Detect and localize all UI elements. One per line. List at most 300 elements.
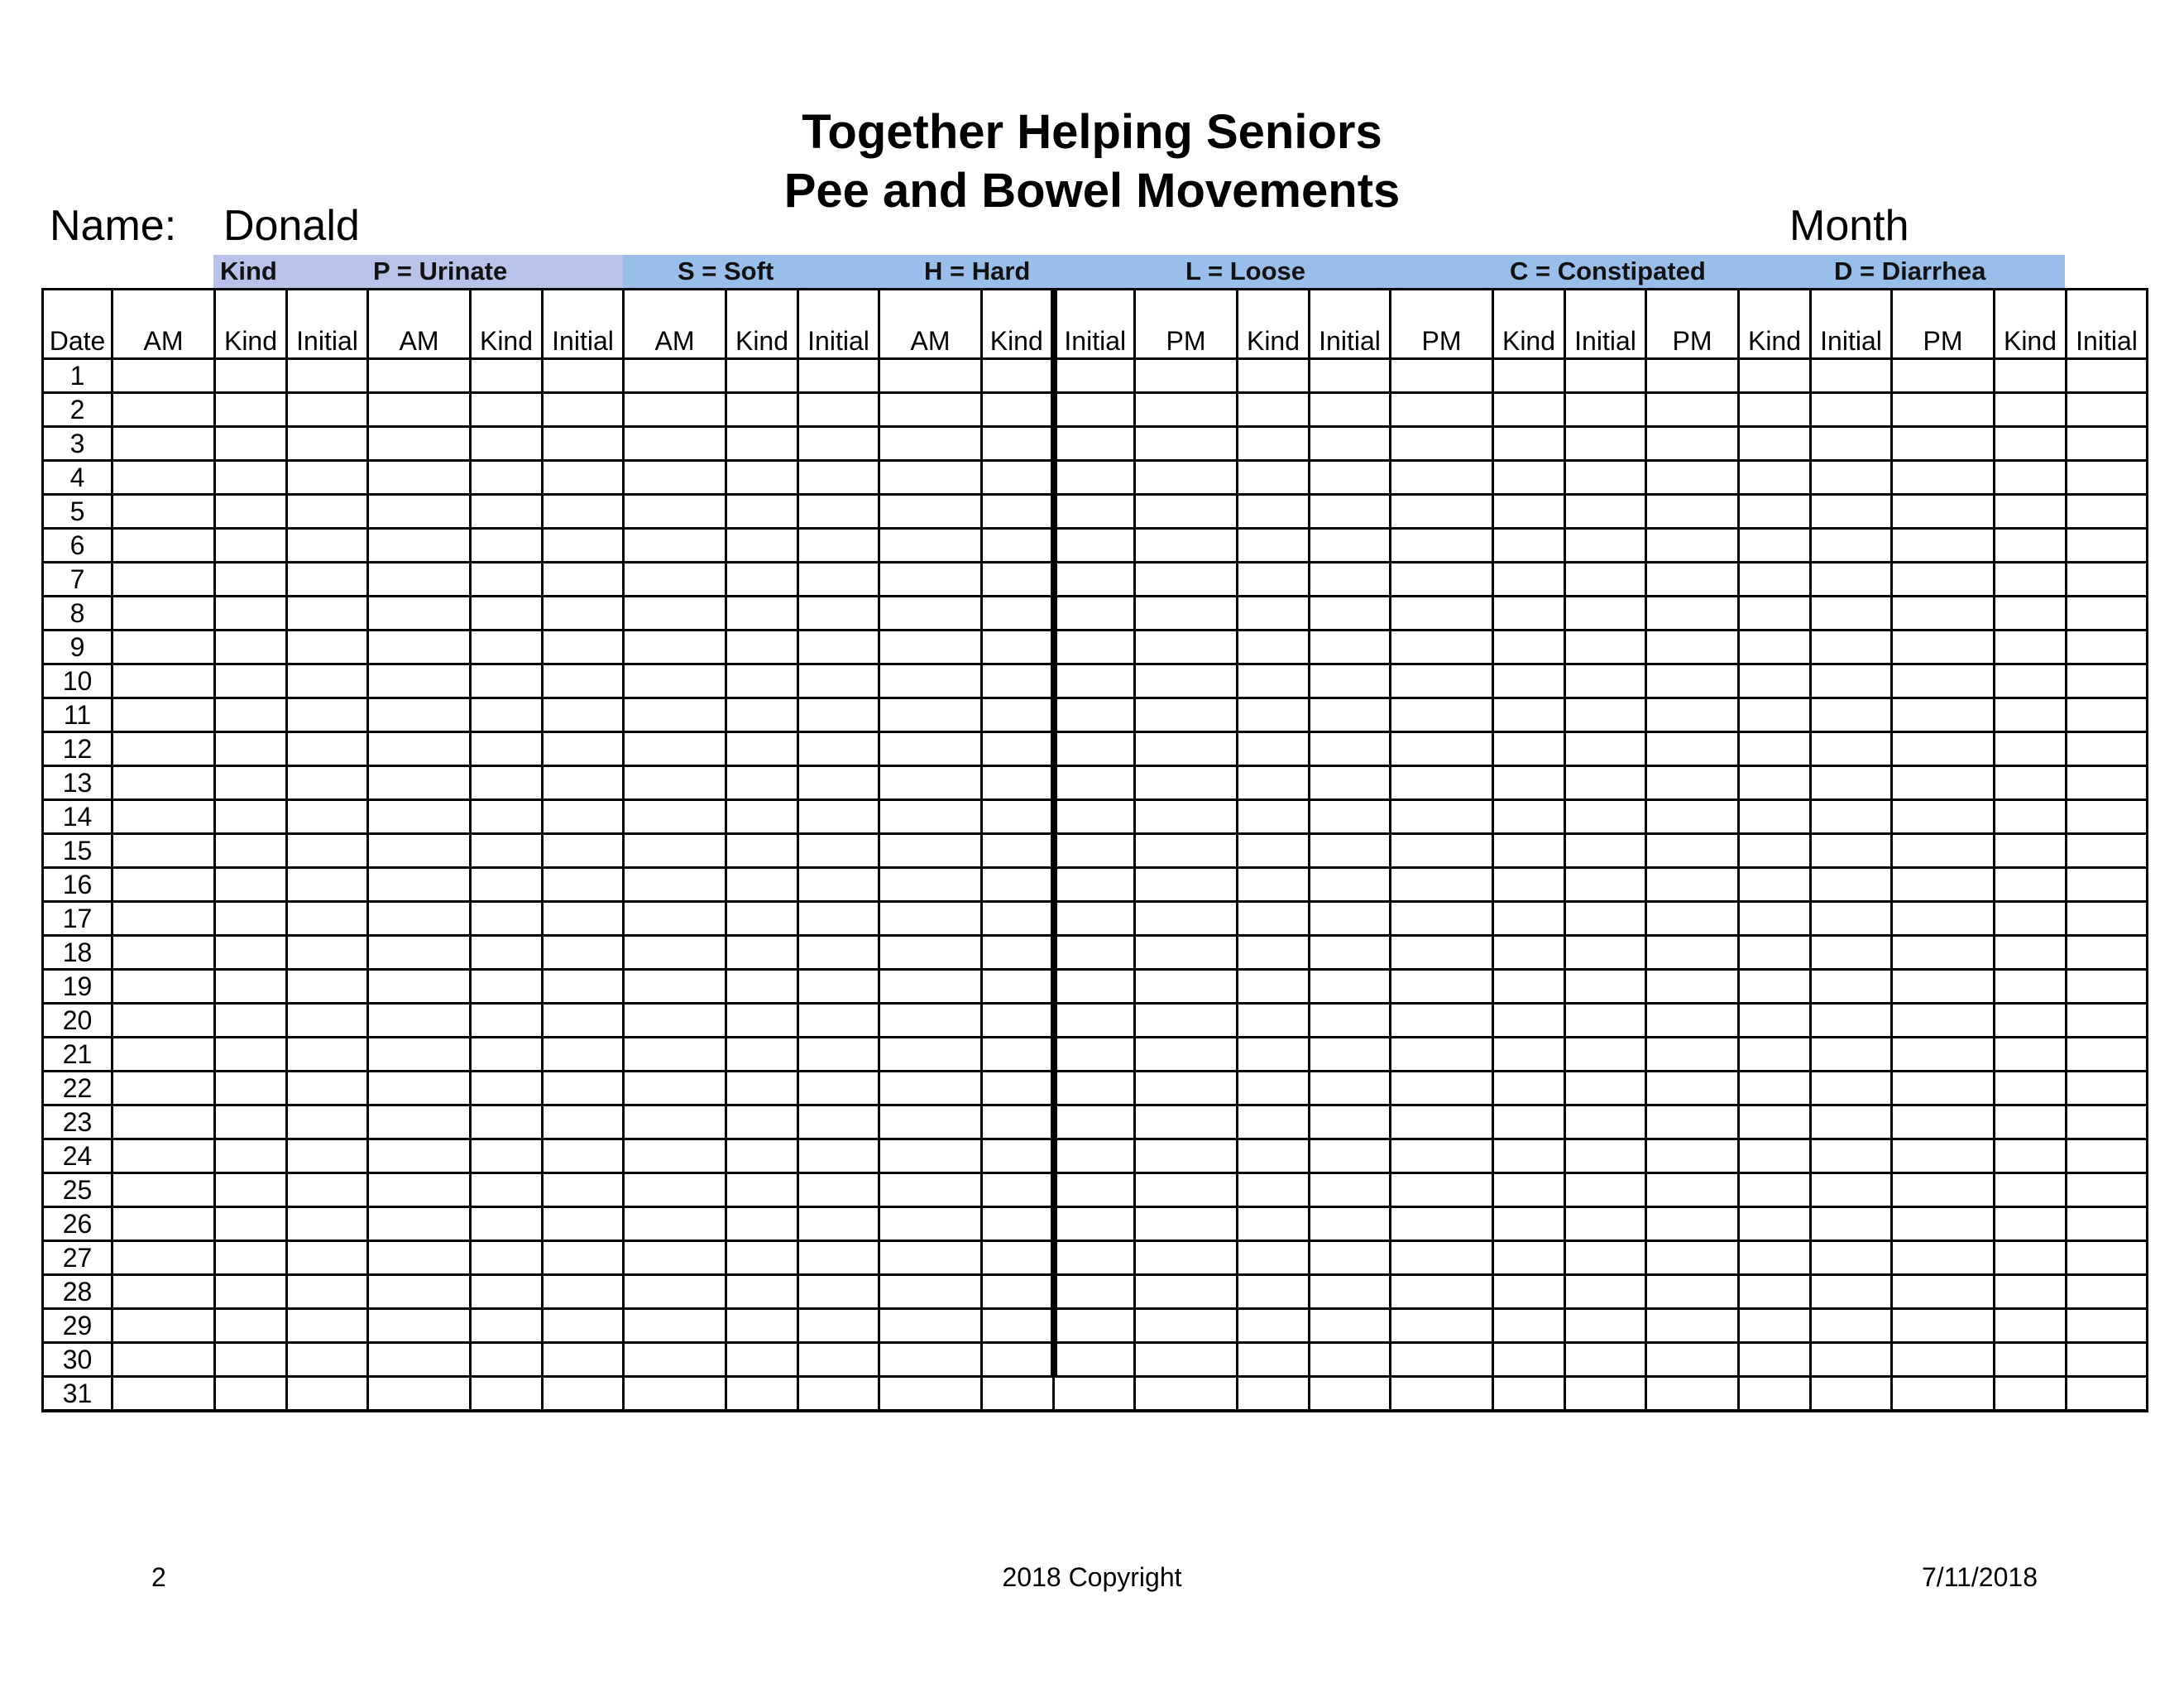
entry-cell[interactable] bbox=[113, 902, 215, 936]
entry-cell[interactable] bbox=[726, 732, 798, 766]
entry-cell[interactable] bbox=[1391, 766, 1493, 800]
entry-cell[interactable] bbox=[1646, 868, 1739, 902]
entry-cell[interactable] bbox=[879, 563, 982, 597]
entry-cell[interactable] bbox=[1391, 834, 1493, 868]
entry-cell[interactable] bbox=[1310, 698, 1391, 732]
entry-cell[interactable] bbox=[879, 800, 982, 834]
entry-cell[interactable] bbox=[215, 970, 287, 1004]
entry-cell[interactable] bbox=[1739, 563, 1811, 597]
entry-cell[interactable] bbox=[879, 1241, 982, 1275]
entry-cell[interactable] bbox=[287, 800, 368, 834]
entry-cell[interactable] bbox=[1892, 1173, 1995, 1207]
entry-cell[interactable] bbox=[879, 1173, 982, 1207]
entry-cell[interactable] bbox=[1565, 1105, 1646, 1139]
entry-cell[interactable] bbox=[726, 597, 798, 631]
entry-cell[interactable] bbox=[1391, 1275, 1493, 1309]
entry-cell[interactable] bbox=[1646, 698, 1739, 732]
entry-cell[interactable] bbox=[1493, 1173, 1565, 1207]
entry-cell[interactable] bbox=[1391, 1343, 1493, 1377]
entry-cell[interactable] bbox=[879, 1139, 982, 1173]
entry-cell[interactable] bbox=[113, 359, 215, 393]
entry-cell[interactable] bbox=[1391, 1241, 1493, 1275]
entry-cell[interactable] bbox=[1995, 1207, 2067, 1241]
entry-cell[interactable] bbox=[215, 359, 287, 393]
entry-cell[interactable] bbox=[1135, 766, 1238, 800]
entry-cell[interactable] bbox=[1995, 970, 2067, 1004]
entry-cell[interactable] bbox=[1493, 732, 1565, 766]
entry-cell[interactable] bbox=[1995, 1377, 2067, 1412]
entry-cell[interactable] bbox=[1238, 834, 1310, 868]
entry-cell[interactable] bbox=[1646, 1377, 1739, 1412]
entry-cell[interactable] bbox=[1238, 393, 1310, 427]
entry-cell[interactable] bbox=[113, 868, 215, 902]
entry-cell[interactable] bbox=[1811, 1241, 1892, 1275]
entry-cell[interactable] bbox=[471, 732, 543, 766]
entry-cell[interactable] bbox=[1565, 1343, 1646, 1377]
entry-cell[interactable] bbox=[543, 597, 624, 631]
entry-cell[interactable] bbox=[879, 461, 982, 495]
entry-cell[interactable] bbox=[471, 1377, 543, 1412]
entry-cell[interactable] bbox=[1310, 1275, 1391, 1309]
entry-cell[interactable] bbox=[1565, 868, 1646, 902]
entry-cell[interactable] bbox=[2067, 393, 2148, 427]
entry-cell[interactable] bbox=[2067, 698, 2148, 732]
entry-cell[interactable] bbox=[543, 664, 624, 698]
entry-cell[interactable] bbox=[879, 1275, 982, 1309]
entry-cell[interactable] bbox=[1739, 1139, 1811, 1173]
entry-cell[interactable] bbox=[1739, 393, 1811, 427]
entry-cell[interactable] bbox=[798, 563, 879, 597]
entry-cell[interactable] bbox=[726, 461, 798, 495]
entry-cell[interactable] bbox=[1811, 800, 1892, 834]
entry-cell[interactable] bbox=[726, 529, 798, 563]
entry-cell[interactable] bbox=[1892, 359, 1995, 393]
entry-cell[interactable] bbox=[879, 970, 982, 1004]
entry-cell[interactable] bbox=[1135, 359, 1238, 393]
entry-cell[interactable] bbox=[1391, 1173, 1493, 1207]
entry-cell[interactable] bbox=[1892, 1377, 1995, 1412]
entry-cell[interactable] bbox=[1565, 1004, 1646, 1038]
entry-cell[interactable] bbox=[1892, 970, 1995, 1004]
entry-cell[interactable] bbox=[1135, 732, 1238, 766]
entry-cell[interactable] bbox=[215, 1173, 287, 1207]
entry-cell[interactable] bbox=[982, 1038, 1054, 1072]
entry-cell[interactable] bbox=[1238, 495, 1310, 529]
entry-cell[interactable] bbox=[1646, 970, 1739, 1004]
entry-cell[interactable] bbox=[368, 902, 471, 936]
entry-cell[interactable] bbox=[215, 1004, 287, 1038]
entry-cell[interactable] bbox=[543, 1309, 624, 1343]
entry-cell[interactable] bbox=[1310, 766, 1391, 800]
entry-cell[interactable] bbox=[1811, 427, 1892, 461]
entry-cell[interactable] bbox=[215, 732, 287, 766]
entry-cell[interactable] bbox=[1565, 427, 1646, 461]
entry-cell[interactable] bbox=[1238, 868, 1310, 902]
entry-cell[interactable] bbox=[1892, 1004, 1995, 1038]
entry-cell[interactable] bbox=[1739, 936, 1811, 970]
entry-cell[interactable] bbox=[879, 393, 982, 427]
entry-cell[interactable] bbox=[1892, 1309, 1995, 1343]
entry-cell[interactable] bbox=[368, 1038, 471, 1072]
entry-cell[interactable] bbox=[1493, 1072, 1565, 1105]
entry-cell[interactable] bbox=[1995, 1241, 2067, 1275]
entry-cell[interactable] bbox=[215, 1241, 287, 1275]
entry-cell[interactable] bbox=[1646, 1309, 1739, 1343]
entry-cell[interactable] bbox=[1493, 631, 1565, 664]
entry-cell[interactable] bbox=[798, 359, 879, 393]
entry-cell[interactable] bbox=[1739, 664, 1811, 698]
entry-cell[interactable] bbox=[1391, 631, 1493, 664]
entry-cell[interactable] bbox=[1493, 359, 1565, 393]
entry-cell[interactable] bbox=[1054, 461, 1135, 495]
entry-cell[interactable] bbox=[624, 1207, 726, 1241]
entry-cell[interactable] bbox=[726, 427, 798, 461]
entry-cell[interactable] bbox=[287, 597, 368, 631]
entry-cell[interactable] bbox=[982, 1377, 1054, 1412]
entry-cell[interactable] bbox=[1054, 834, 1135, 868]
entry-cell[interactable] bbox=[879, 664, 982, 698]
entry-cell[interactable] bbox=[1995, 1343, 2067, 1377]
entry-cell[interactable] bbox=[471, 902, 543, 936]
entry-cell[interactable] bbox=[287, 529, 368, 563]
entry-cell[interactable] bbox=[726, 1343, 798, 1377]
entry-cell[interactable] bbox=[1493, 698, 1565, 732]
entry-cell[interactable] bbox=[1739, 800, 1811, 834]
entry-cell[interactable] bbox=[543, 732, 624, 766]
entry-cell[interactable] bbox=[1995, 868, 2067, 902]
entry-cell[interactable] bbox=[1811, 1072, 1892, 1105]
entry-cell[interactable] bbox=[1646, 1207, 1739, 1241]
entry-cell[interactable] bbox=[1565, 1377, 1646, 1412]
entry-cell[interactable] bbox=[1238, 631, 1310, 664]
entry-cell[interactable] bbox=[879, 1038, 982, 1072]
entry-cell[interactable] bbox=[1565, 800, 1646, 834]
entry-cell[interactable] bbox=[471, 1072, 543, 1105]
entry-cell[interactable] bbox=[368, 359, 471, 393]
entry-cell[interactable] bbox=[726, 1241, 798, 1275]
entry-cell[interactable] bbox=[215, 529, 287, 563]
entry-cell[interactable] bbox=[798, 461, 879, 495]
entry-cell[interactable] bbox=[1310, 597, 1391, 631]
entry-cell[interactable] bbox=[368, 1241, 471, 1275]
entry-cell[interactable] bbox=[1310, 1072, 1391, 1105]
entry-cell[interactable] bbox=[1054, 698, 1135, 732]
entry-cell[interactable] bbox=[1811, 868, 1892, 902]
entry-cell[interactable] bbox=[287, 495, 368, 529]
entry-cell[interactable] bbox=[2067, 664, 2148, 698]
entry-cell[interactable] bbox=[1493, 1309, 1565, 1343]
entry-cell[interactable] bbox=[982, 393, 1054, 427]
entry-cell[interactable] bbox=[113, 698, 215, 732]
entry-cell[interactable] bbox=[982, 1105, 1054, 1139]
entry-cell[interactable] bbox=[1310, 970, 1391, 1004]
entry-cell[interactable] bbox=[1310, 461, 1391, 495]
entry-cell[interactable] bbox=[1646, 461, 1739, 495]
entry-cell[interactable] bbox=[368, 766, 471, 800]
entry-cell[interactable] bbox=[1310, 868, 1391, 902]
entry-cell[interactable] bbox=[798, 664, 879, 698]
entry-cell[interactable] bbox=[1646, 834, 1739, 868]
entry-cell[interactable] bbox=[1135, 834, 1238, 868]
entry-cell[interactable] bbox=[726, 393, 798, 427]
entry-cell[interactable] bbox=[471, 597, 543, 631]
entry-cell[interactable] bbox=[1054, 1275, 1135, 1309]
entry-cell[interactable] bbox=[1646, 427, 1739, 461]
entry-cell[interactable] bbox=[798, 1343, 879, 1377]
entry-cell[interactable] bbox=[798, 1072, 879, 1105]
entry-cell[interactable] bbox=[543, 1343, 624, 1377]
entry-cell[interactable] bbox=[1238, 800, 1310, 834]
entry-cell[interactable] bbox=[1892, 664, 1995, 698]
entry-cell[interactable] bbox=[1565, 698, 1646, 732]
entry-cell[interactable] bbox=[113, 1139, 215, 1173]
entry-cell[interactable] bbox=[726, 1309, 798, 1343]
entry-cell[interactable] bbox=[879, 1004, 982, 1038]
entry-cell[interactable] bbox=[1135, 1309, 1238, 1343]
entry-cell[interactable] bbox=[1310, 393, 1391, 427]
entry-cell[interactable] bbox=[1391, 1377, 1493, 1412]
entry-cell[interactable] bbox=[1310, 1105, 1391, 1139]
entry-cell[interactable] bbox=[1238, 732, 1310, 766]
entry-cell[interactable] bbox=[1054, 936, 1135, 970]
entry-cell[interactable] bbox=[1135, 1105, 1238, 1139]
entry-cell[interactable] bbox=[543, 698, 624, 732]
entry-cell[interactable] bbox=[624, 936, 726, 970]
entry-cell[interactable] bbox=[1739, 461, 1811, 495]
entry-cell[interactable] bbox=[1565, 766, 1646, 800]
entry-cell[interactable] bbox=[1238, 427, 1310, 461]
entry-cell[interactable] bbox=[1811, 393, 1892, 427]
entry-cell[interactable] bbox=[113, 563, 215, 597]
entry-cell[interactable] bbox=[1391, 936, 1493, 970]
entry-cell[interactable] bbox=[287, 1004, 368, 1038]
entry-cell[interactable] bbox=[1565, 597, 1646, 631]
entry-cell[interactable] bbox=[1739, 631, 1811, 664]
entry-cell[interactable] bbox=[1995, 393, 2067, 427]
entry-cell[interactable] bbox=[287, 1038, 368, 1072]
entry-cell[interactable] bbox=[287, 1173, 368, 1207]
entry-cell[interactable] bbox=[215, 495, 287, 529]
entry-cell[interactable] bbox=[726, 1139, 798, 1173]
entry-cell[interactable] bbox=[1238, 1241, 1310, 1275]
entry-cell[interactable] bbox=[1811, 1207, 1892, 1241]
entry-cell[interactable] bbox=[113, 597, 215, 631]
entry-cell[interactable] bbox=[113, 529, 215, 563]
entry-cell[interactable] bbox=[1054, 631, 1135, 664]
entry-cell[interactable] bbox=[471, 800, 543, 834]
entry-cell[interactable] bbox=[798, 393, 879, 427]
entry-cell[interactable] bbox=[1892, 427, 1995, 461]
entry-cell[interactable] bbox=[1135, 800, 1238, 834]
entry-cell[interactable] bbox=[1135, 1275, 1238, 1309]
entry-cell[interactable] bbox=[982, 461, 1054, 495]
entry-cell[interactable] bbox=[1238, 664, 1310, 698]
entry-cell[interactable] bbox=[1310, 800, 1391, 834]
entry-cell[interactable] bbox=[2067, 1139, 2148, 1173]
entry-cell[interactable] bbox=[2067, 1173, 2148, 1207]
entry-cell[interactable] bbox=[2067, 766, 2148, 800]
entry-cell[interactable] bbox=[1565, 970, 1646, 1004]
entry-cell[interactable] bbox=[982, 698, 1054, 732]
entry-cell[interactable] bbox=[879, 529, 982, 563]
entry-cell[interactable] bbox=[2067, 1377, 2148, 1412]
entry-cell[interactable] bbox=[726, 1207, 798, 1241]
entry-cell[interactable] bbox=[113, 393, 215, 427]
entry-cell[interactable] bbox=[471, 1004, 543, 1038]
entry-cell[interactable] bbox=[543, 563, 624, 597]
entry-cell[interactable] bbox=[1310, 495, 1391, 529]
entry-cell[interactable] bbox=[1565, 1038, 1646, 1072]
entry-cell[interactable] bbox=[1391, 529, 1493, 563]
entry-cell[interactable] bbox=[726, 698, 798, 732]
entry-cell[interactable] bbox=[1054, 1377, 1135, 1412]
entry-cell[interactable] bbox=[726, 631, 798, 664]
entry-cell[interactable] bbox=[1391, 1207, 1493, 1241]
entry-cell[interactable] bbox=[1646, 1173, 1739, 1207]
entry-cell[interactable] bbox=[1238, 766, 1310, 800]
entry-cell[interactable] bbox=[982, 359, 1054, 393]
entry-cell[interactable] bbox=[1565, 1241, 1646, 1275]
entry-cell[interactable] bbox=[1054, 1343, 1135, 1377]
entry-cell[interactable] bbox=[2067, 868, 2148, 902]
entry-cell[interactable] bbox=[1565, 1207, 1646, 1241]
entry-cell[interactable] bbox=[1811, 664, 1892, 698]
entry-cell[interactable] bbox=[1892, 1105, 1995, 1139]
entry-cell[interactable] bbox=[1811, 732, 1892, 766]
entry-cell[interactable] bbox=[1646, 1241, 1739, 1275]
entry-cell[interactable] bbox=[879, 766, 982, 800]
entry-cell[interactable] bbox=[215, 563, 287, 597]
entry-cell[interactable] bbox=[1135, 495, 1238, 529]
entry-cell[interactable] bbox=[1135, 902, 1238, 936]
entry-cell[interactable] bbox=[798, 902, 879, 936]
entry-cell[interactable] bbox=[1054, 1105, 1135, 1139]
entry-cell[interactable] bbox=[982, 902, 1054, 936]
entry-cell[interactable] bbox=[113, 1105, 215, 1139]
entry-cell[interactable] bbox=[1995, 631, 2067, 664]
entry-cell[interactable] bbox=[543, 1139, 624, 1173]
entry-cell[interactable] bbox=[726, 664, 798, 698]
entry-cell[interactable] bbox=[2067, 1241, 2148, 1275]
entry-cell[interactable] bbox=[624, 1241, 726, 1275]
entry-cell[interactable] bbox=[798, 1241, 879, 1275]
entry-cell[interactable] bbox=[624, 529, 726, 563]
entry-cell[interactable] bbox=[624, 1309, 726, 1343]
entry-cell[interactable] bbox=[368, 1072, 471, 1105]
entry-cell[interactable] bbox=[1135, 970, 1238, 1004]
entry-cell[interactable] bbox=[1238, 563, 1310, 597]
entry-cell[interactable] bbox=[1238, 1004, 1310, 1038]
entry-cell[interactable] bbox=[1054, 732, 1135, 766]
entry-cell[interactable] bbox=[368, 936, 471, 970]
entry-cell[interactable] bbox=[1391, 1004, 1493, 1038]
entry-cell[interactable] bbox=[471, 427, 543, 461]
entry-cell[interactable] bbox=[368, 1173, 471, 1207]
entry-cell[interactable] bbox=[287, 393, 368, 427]
entry-cell[interactable] bbox=[624, 427, 726, 461]
entry-cell[interactable] bbox=[1493, 1139, 1565, 1173]
entry-cell[interactable] bbox=[1892, 1241, 1995, 1275]
entry-cell[interactable] bbox=[1565, 529, 1646, 563]
entry-cell[interactable] bbox=[543, 359, 624, 393]
entry-cell[interactable] bbox=[726, 1275, 798, 1309]
entry-cell[interactable] bbox=[543, 1173, 624, 1207]
entry-cell[interactable] bbox=[1493, 970, 1565, 1004]
entry-cell[interactable] bbox=[113, 834, 215, 868]
entry-cell[interactable] bbox=[879, 732, 982, 766]
entry-cell[interactable] bbox=[1135, 563, 1238, 597]
entry-cell[interactable] bbox=[1054, 1173, 1135, 1207]
entry-cell[interactable] bbox=[726, 563, 798, 597]
entry-cell[interactable] bbox=[215, 868, 287, 902]
entry-cell[interactable] bbox=[1646, 1038, 1739, 1072]
entry-cell[interactable] bbox=[982, 563, 1054, 597]
entry-cell[interactable] bbox=[1892, 597, 1995, 631]
entry-cell[interactable] bbox=[726, 902, 798, 936]
entry-cell[interactable] bbox=[798, 1377, 879, 1412]
entry-cell[interactable] bbox=[1054, 902, 1135, 936]
entry-cell[interactable] bbox=[1811, 1038, 1892, 1072]
entry-cell[interactable] bbox=[1493, 597, 1565, 631]
entry-cell[interactable] bbox=[287, 902, 368, 936]
entry-cell[interactable] bbox=[1892, 393, 1995, 427]
entry-cell[interactable] bbox=[215, 800, 287, 834]
entry-cell[interactable] bbox=[1493, 902, 1565, 936]
entry-cell[interactable] bbox=[624, 766, 726, 800]
entry-cell[interactable] bbox=[1238, 1139, 1310, 1173]
entry-cell[interactable] bbox=[543, 1072, 624, 1105]
entry-cell[interactable] bbox=[215, 1105, 287, 1139]
entry-cell[interactable] bbox=[1493, 427, 1565, 461]
entry-cell[interactable] bbox=[1892, 563, 1995, 597]
entry-cell[interactable] bbox=[1811, 495, 1892, 529]
entry-cell[interactable] bbox=[1135, 1038, 1238, 1072]
entry-cell[interactable] bbox=[2067, 1004, 2148, 1038]
entry-cell[interactable] bbox=[982, 732, 1054, 766]
entry-cell[interactable] bbox=[1135, 698, 1238, 732]
entry-cell[interactable] bbox=[1811, 631, 1892, 664]
entry-cell[interactable] bbox=[624, 1105, 726, 1139]
entry-cell[interactable] bbox=[1995, 1173, 2067, 1207]
entry-cell[interactable] bbox=[1493, 1207, 1565, 1241]
entry-cell[interactable] bbox=[1565, 631, 1646, 664]
entry-cell[interactable] bbox=[879, 597, 982, 631]
entry-cell[interactable] bbox=[1054, 427, 1135, 461]
entry-cell[interactable] bbox=[798, 1173, 879, 1207]
entry-cell[interactable] bbox=[879, 1377, 982, 1412]
entry-cell[interactable] bbox=[543, 631, 624, 664]
entry-cell[interactable] bbox=[1811, 1343, 1892, 1377]
entry-cell[interactable] bbox=[215, 1275, 287, 1309]
entry-cell[interactable] bbox=[1135, 1004, 1238, 1038]
entry-cell[interactable] bbox=[982, 664, 1054, 698]
entry-cell[interactable] bbox=[1995, 1004, 2067, 1038]
entry-cell[interactable] bbox=[113, 461, 215, 495]
entry-cell[interactable] bbox=[1739, 1173, 1811, 1207]
entry-cell[interactable] bbox=[543, 1105, 624, 1139]
entry-cell[interactable] bbox=[1054, 1004, 1135, 1038]
entry-cell[interactable] bbox=[726, 800, 798, 834]
entry-cell[interactable] bbox=[1811, 563, 1892, 597]
entry-cell[interactable] bbox=[2067, 1207, 2148, 1241]
entry-cell[interactable] bbox=[215, 834, 287, 868]
entry-cell[interactable] bbox=[798, 936, 879, 970]
entry-cell[interactable] bbox=[368, 461, 471, 495]
entry-cell[interactable] bbox=[113, 1309, 215, 1343]
entry-cell[interactable] bbox=[287, 936, 368, 970]
entry-cell[interactable] bbox=[1135, 631, 1238, 664]
entry-cell[interactable] bbox=[624, 732, 726, 766]
